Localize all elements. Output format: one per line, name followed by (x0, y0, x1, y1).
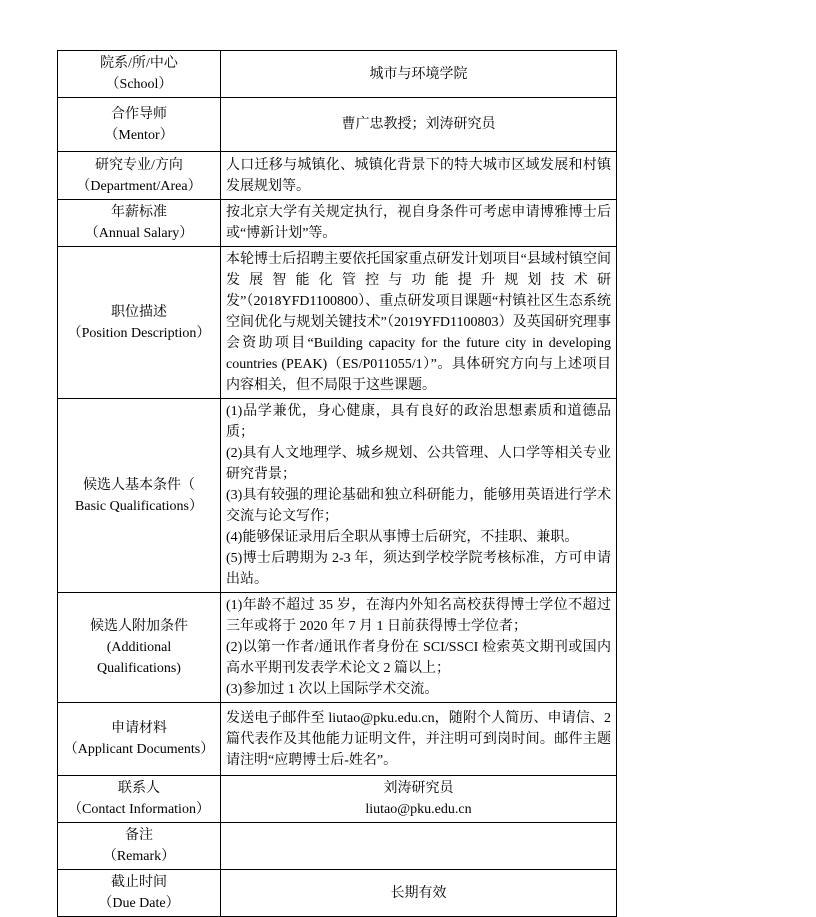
row-label-position-description (58, 247, 221, 399)
content-line: (3)参加过 1 次以上国际学术交流。 (226, 682, 439, 697)
content-line: (1)年龄不超过 35 岁，在海内外知名高校获得博士学位不超过三年或将于 2020 年 7 月 1 日前获得博士学位者； (226, 598, 611, 634)
row-label-line: （School） (105, 77, 173, 92)
row-label-line: 候选人基本条件（ (83, 477, 195, 493)
row-label-line: 申请材料 (111, 721, 167, 736)
content-line: (3)具有较强的理论基础和独立科研能力，能够用英语进行学术交流与论文写作； (226, 488, 611, 524)
row-label-line: （Contact Information） (68, 802, 210, 817)
content-line: (4)能够保证录用后全职从事博士后研究，不挂职、兼职。 (226, 530, 579, 545)
content-line: 人口迁移与城镇化、城镇化背景下的特大城市区域发展和村镇发展规划等。 (226, 157, 611, 194)
content-paragraph: 发送电子邮件至 liutao@pku.edu.cn，随附个人简历、申请信、2 篇代表作及其他能力证明文件，并注明可到岗时间。邮件主题请注明“应聘博士后-姓名”。 (226, 710, 611, 768)
table-row-school (58, 51, 617, 98)
row-label-remark (58, 823, 221, 870)
row-label-applicant-documents (58, 703, 221, 776)
content-paragraph: 本轮博士后招聘主要依托国家重点研发计划项目“县域村镇空间发展智能化管控与功能提升规划技术研发”（2018YFD1100800）、重点研发项目课题“村镇社区生态系统空间优化与规划关键技术”（2019YFD1100803）及英国研究理事会资助项目“Building capacity for the future city in developing countries (PEAK)（ES/P011055/1）”。具体研究方向与上述项目内容相关，但不局限于这些课题。 (226, 252, 611, 393)
row-label-line: （Department/Area） (76, 178, 202, 194)
row-content-additional-qualifications (221, 593, 617, 703)
table-row-department-area (58, 152, 617, 200)
row-label-school (58, 51, 221, 98)
content-line: (5)博士后聘期为 2-3 年，须达到学校学院考核标准，方可申请出站。 (226, 551, 611, 587)
row-label-line: Basic Qualifications） (75, 498, 203, 514)
table-row-position-description (58, 247, 617, 399)
row-label-line: (Additional (106, 640, 172, 655)
row-content-school (221, 51, 617, 98)
row-label-line: （Mentor） (104, 127, 174, 143)
row-content-position-description (221, 247, 617, 399)
content-line: 长期有效 (390, 885, 447, 901)
row-label-line: 联系人 (118, 781, 160, 796)
row-label-line: 院系/所/中心 (100, 56, 178, 71)
contact-name: 刘涛研究员 (383, 781, 454, 796)
content-line: 按北京大学有关规定执行，视自身条件可考虑申请博雅博士后或“博新计划”等。 (226, 205, 611, 241)
row-label-line: 职位描述 (111, 304, 167, 320)
content-line: (1)品学兼优，身心健康，具有良好的政治思想素质和道德品质； (226, 404, 611, 440)
row-label-line: 候选人附加条件 (90, 619, 188, 634)
row-content-annual-salary (221, 200, 617, 247)
content-line: 城市与环境学院 (369, 66, 468, 82)
content-line: (2)具有人文地理学、城乡规划、公共管理、人口学等相关专业研究背景； (226, 446, 611, 482)
row-label-due-date (58, 870, 221, 917)
content-line: 曹广忠教授；刘涛研究员 (341, 117, 496, 132)
row-label-line: （Annual Salary） (84, 226, 194, 241)
row-label-contact-information (58, 776, 221, 823)
row-label-line: （Position Description） (67, 325, 211, 341)
row-label-annual-salary (58, 200, 221, 247)
table-row-annual-salary (58, 200, 617, 247)
row-label-line: 合作导师 (111, 106, 167, 122)
recruitment-table (57, 50, 617, 917)
row-content-mentor (221, 98, 617, 152)
content-line: (2)以第一作者/通讯作者身份在 SCI/SSCI 检索英文期刊或国内高水平期刊发表学术论文 2 篇以上； (226, 640, 611, 676)
table-row-applicant-documents (58, 703, 617, 776)
row-label-line: Qualifications) (97, 661, 181, 676)
row-label-line: 备注 (125, 828, 153, 843)
row-label-basic-qualifications (58, 399, 221, 593)
table-row-additional-qualifications (58, 593, 617, 703)
table-row-remark (58, 823, 617, 870)
table-row-due-date (58, 870, 617, 917)
row-content-department-area (221, 152, 617, 200)
row-content-remark (221, 823, 617, 870)
row-content-basic-qualifications (221, 399, 617, 593)
row-label-mentor (58, 98, 221, 152)
table-row-basic-qualifications (58, 399, 617, 593)
row-label-line: （Remark） (102, 849, 176, 864)
contact-email: liutao@pku.edu.cn (365, 802, 472, 817)
table-row-contact-information (58, 776, 617, 823)
row-label-line: 截止时间 (111, 875, 167, 890)
row-label-line: （Due Date） (98, 896, 180, 911)
row-label-line: 年薪标准 (111, 205, 167, 220)
row-label-additional-qualifications (58, 593, 221, 703)
row-content-contact-information (221, 776, 617, 823)
row-label-line: （Applicant Documents） (63, 742, 215, 757)
row-label-line: 研究专业/方向 (95, 157, 183, 173)
row-content-applicant-documents (221, 703, 617, 776)
table-row-mentor (58, 98, 617, 152)
row-content-due-date (221, 870, 617, 917)
row-label-department-area (58, 152, 221, 200)
